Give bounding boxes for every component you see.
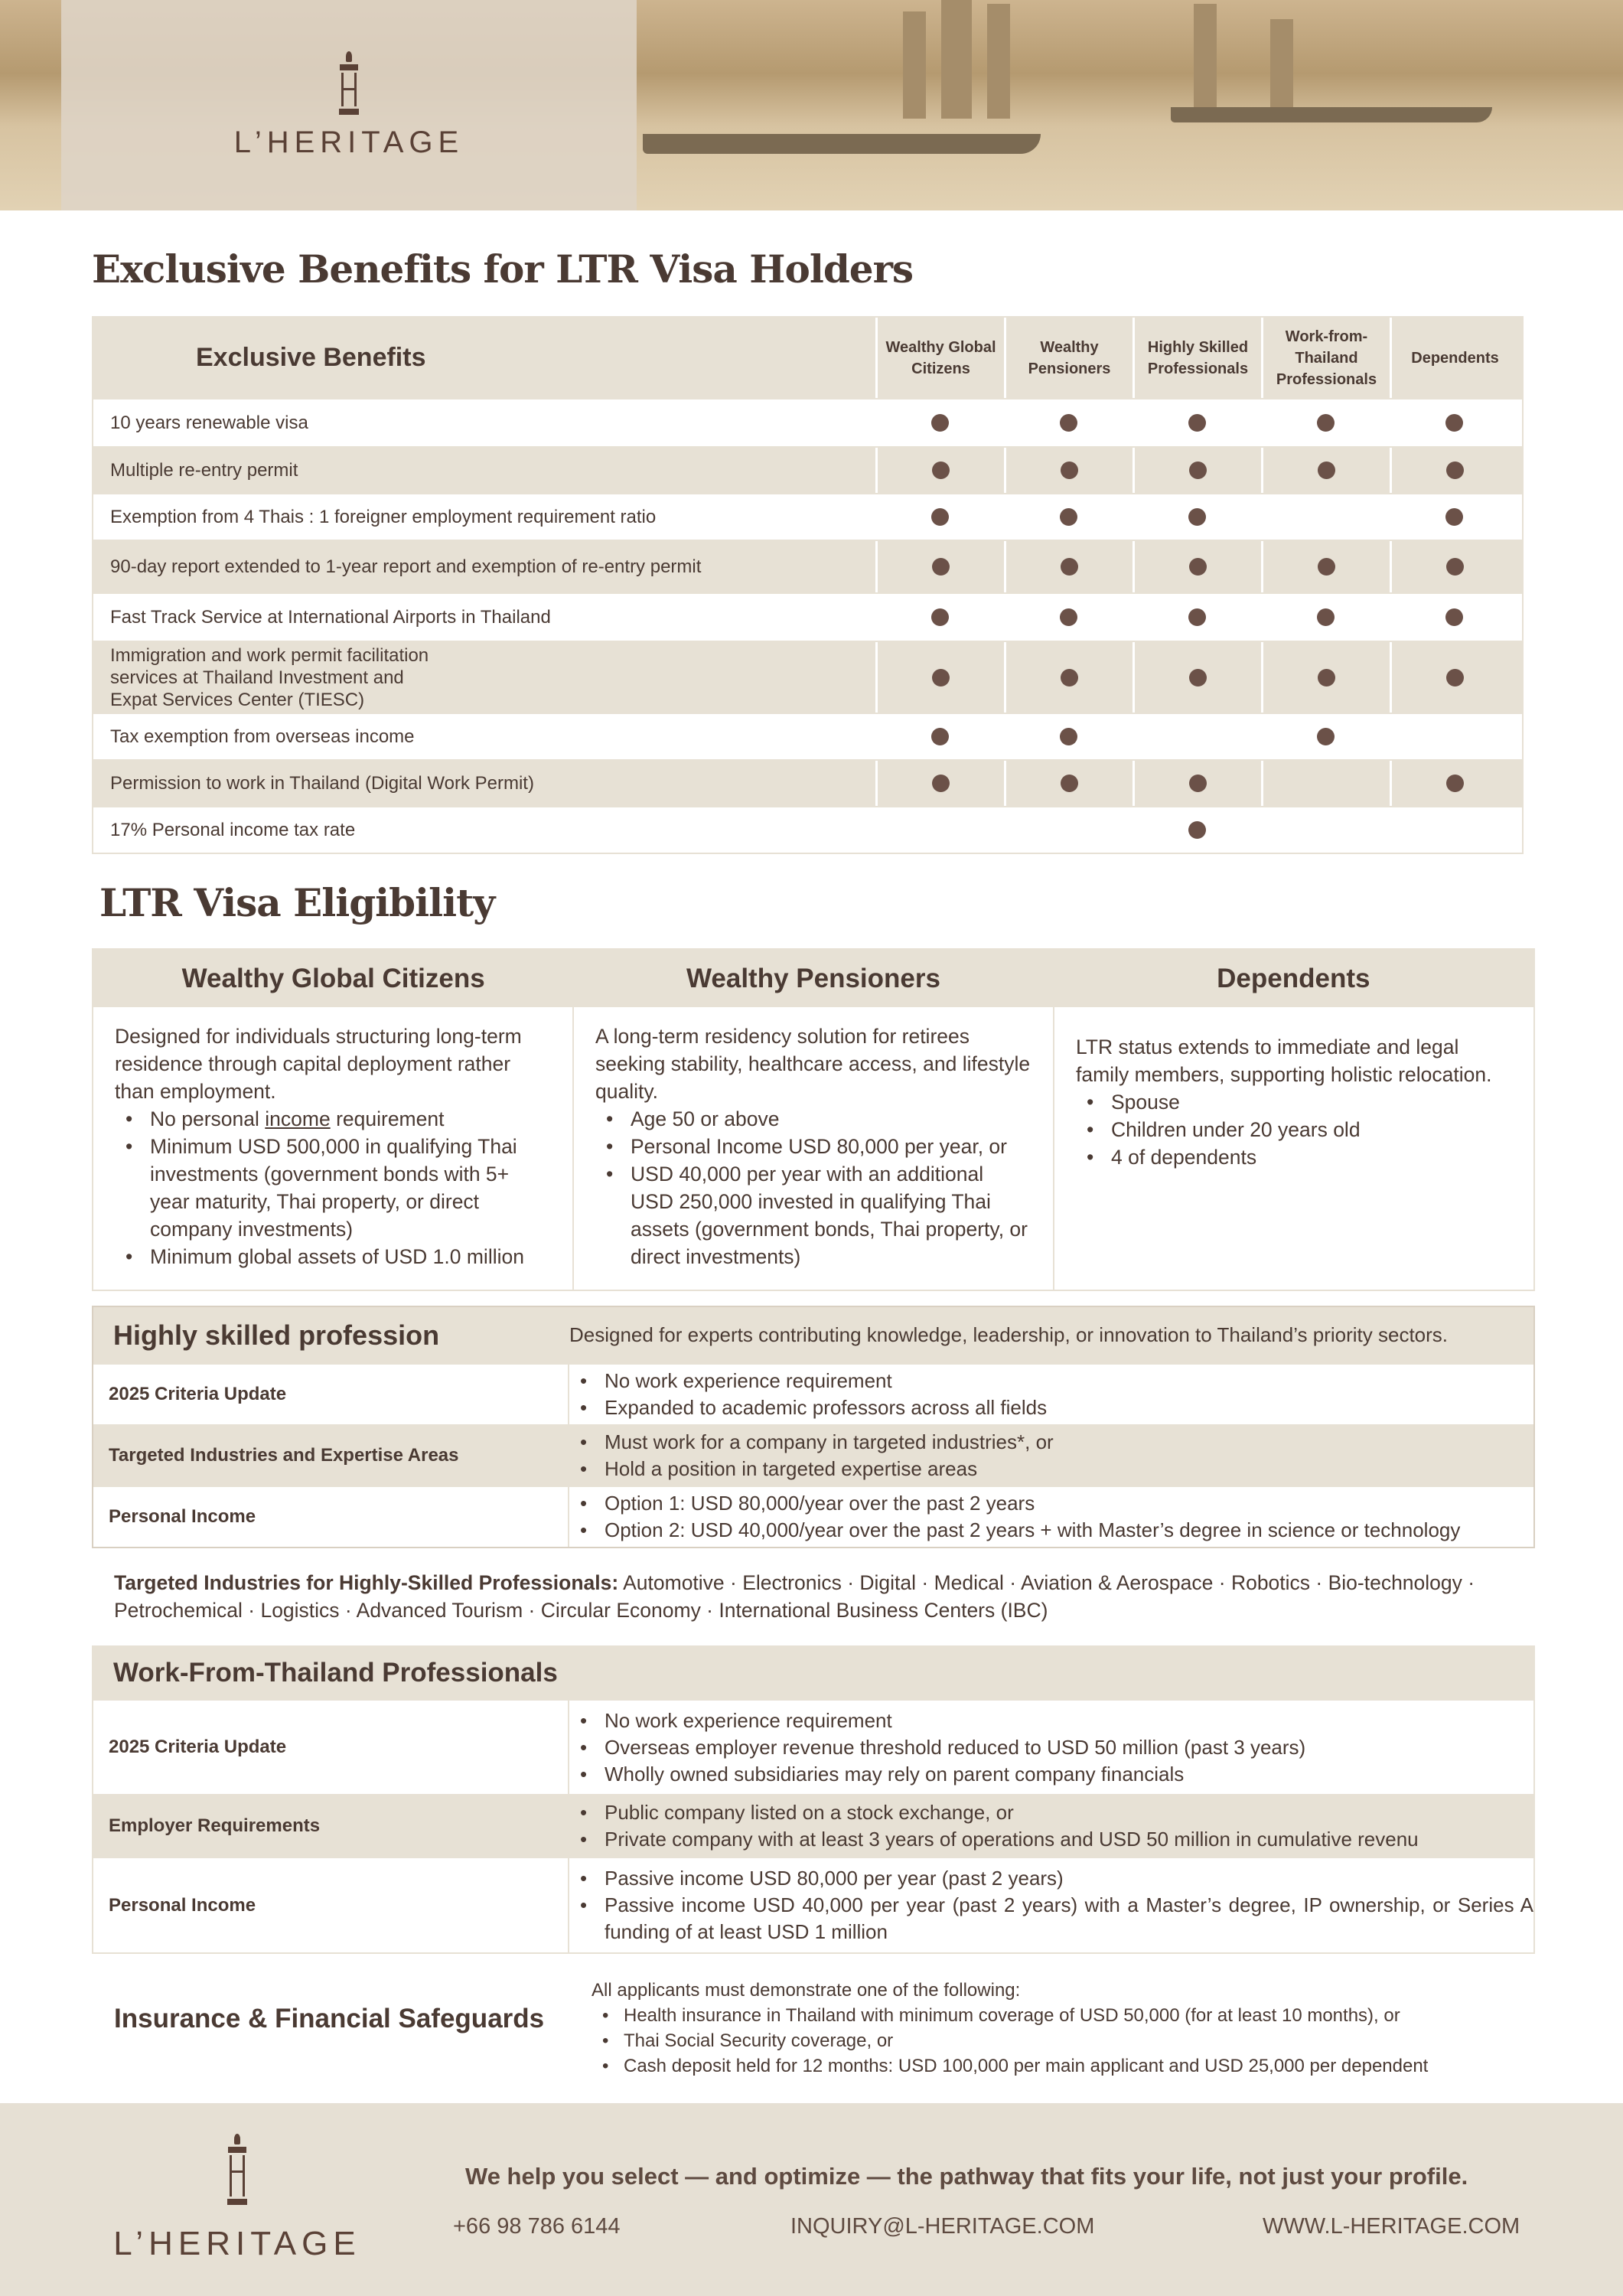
check-cell bbox=[875, 400, 1004, 446]
table-row bbox=[93, 713, 1522, 759]
check-dot-icon bbox=[1446, 461, 1464, 479]
check-cell bbox=[875, 594, 1004, 641]
check-dot-icon bbox=[1061, 558, 1078, 576]
check-dot-icon bbox=[931, 508, 949, 526]
list-item: • 4 of dependents bbox=[1076, 1143, 1512, 1171]
table-row bbox=[93, 1857, 1533, 1952]
targeted-industries-label: Targeted Industries for Highly-Skilled Professionals: bbox=[114, 1571, 619, 1594]
check-cell bbox=[1004, 400, 1133, 446]
check-cell bbox=[1261, 400, 1390, 446]
column-header: Wealthy Global Citizens bbox=[875, 318, 1004, 398]
benefit-label: 10 years renewable visa bbox=[110, 413, 308, 433]
check-cell bbox=[1261, 494, 1390, 540]
benefits-table bbox=[92, 316, 1524, 854]
benefits-title: Exclusive Benefits for LTR Visa Holders bbox=[92, 246, 914, 292]
eligibility-heading: Wealthy Pensioners bbox=[686, 963, 940, 993]
work-from-thailand-table bbox=[92, 1645, 1535, 1954]
check-cell bbox=[1004, 494, 1133, 540]
highly-skilled-table bbox=[92, 1306, 1535, 1548]
check-cell bbox=[1390, 594, 1518, 641]
check-cell bbox=[1004, 541, 1133, 592]
check-cell bbox=[1133, 642, 1261, 713]
details-list bbox=[569, 1707, 1533, 1788]
check-dot-icon bbox=[931, 608, 949, 626]
check-cell bbox=[1261, 642, 1390, 713]
check-cell bbox=[1004, 807, 1133, 853]
check-dot-icon bbox=[1061, 669, 1078, 687]
column-header: Wealthy Pensioners bbox=[1004, 318, 1133, 398]
list-item: • USD 40,000 per year with an additional USD 250,000 invested in qualifying Thai assets (government bonds, Thai property, or direct investments) bbox=[595, 1160, 1031, 1270]
check-dot-icon bbox=[932, 775, 950, 792]
header-logo bbox=[61, 0, 637, 210]
check-cell bbox=[1390, 541, 1518, 592]
check-cell bbox=[1261, 714, 1390, 759]
eligibility-heading: Wealthy Global Citizens bbox=[181, 963, 485, 993]
check-dot-icon bbox=[1189, 669, 1207, 687]
check-cell bbox=[1133, 448, 1261, 493]
eligibility-column bbox=[572, 1007, 1053, 1290]
list-item: • Age 50 or above bbox=[595, 1105, 1031, 1133]
check-cell bbox=[1390, 642, 1518, 713]
row-details bbox=[569, 1487, 1533, 1547]
details-list bbox=[569, 1799, 1533, 1853]
list-item: • No personal income requirement bbox=[115, 1105, 551, 1133]
check-dot-icon bbox=[1188, 821, 1206, 839]
phone-link[interactable]: +66 98 786 6144 bbox=[453, 2214, 621, 2239]
header-banner-image bbox=[0, 0, 1623, 210]
check-dot-icon bbox=[932, 669, 950, 687]
benefit-label: 90-day report extended to 1-year report and exemption of re-entry permit bbox=[110, 556, 702, 577]
targeted-industries-note bbox=[114, 1569, 1522, 1624]
check-dot-icon bbox=[1445, 608, 1463, 626]
check-dot-icon bbox=[1445, 508, 1463, 526]
row-label: Employer Requirements bbox=[93, 1795, 569, 1857]
check-dot-icon bbox=[1061, 461, 1078, 479]
check-dot-icon bbox=[1060, 414, 1077, 432]
check-dot-icon bbox=[1318, 461, 1335, 479]
check-cell bbox=[1390, 761, 1518, 806]
check-cell bbox=[1133, 494, 1261, 540]
check-dot-icon bbox=[932, 461, 950, 479]
list-item: • Passive income USD 40,000 per year (past 2 years) with a Master’s degree, IP ownership, or Series A funding of at least USD 1 million bbox=[569, 1892, 1533, 1945]
list-item: • Hold a position in targeted expertise areas bbox=[569, 1456, 1533, 1482]
list-item: • Option 1: USD 80,000/year over the past 2 years bbox=[569, 1490, 1533, 1517]
list-item: • Personal Income USD 80,000 per year, or bbox=[595, 1133, 1031, 1160]
row-details bbox=[569, 1858, 1533, 1952]
row-details bbox=[569, 1701, 1533, 1794]
table-row bbox=[93, 641, 1522, 713]
check-cell bbox=[1390, 807, 1518, 853]
footer-logo bbox=[84, 2134, 390, 2263]
list-item: • Private company with at least 3 years of operations and USD 50 million in cumulative revenu bbox=[569, 1826, 1533, 1853]
list-item: • Wholly owned subsidiaries may rely on parent company financials bbox=[569, 1761, 1533, 1788]
check-dot-icon bbox=[1318, 669, 1335, 687]
row-label: Personal Income bbox=[93, 1487, 569, 1547]
benefits-header-label: Exclusive Benefits bbox=[196, 343, 426, 372]
check-cell bbox=[1133, 807, 1261, 853]
benefit-label: Tax exemption from overseas income bbox=[110, 726, 415, 747]
eligibility-list bbox=[595, 1105, 1031, 1270]
check-dot-icon bbox=[1317, 414, 1335, 432]
check-cell bbox=[1133, 541, 1261, 592]
check-dot-icon bbox=[1188, 414, 1206, 432]
check-dot-icon bbox=[1188, 508, 1206, 526]
check-cell bbox=[1004, 642, 1133, 713]
check-dot-icon bbox=[1189, 775, 1207, 792]
table-row bbox=[93, 1363, 1533, 1424]
check-dot-icon bbox=[1446, 558, 1464, 576]
check-dot-icon bbox=[1189, 558, 1207, 576]
list-item: • Passive income USD 80,000 per year (past 2 years) bbox=[569, 1865, 1533, 1892]
insurance-list bbox=[592, 2003, 1533, 2079]
row-details bbox=[569, 1365, 1533, 1424]
eligibility-header-row bbox=[93, 950, 1533, 1007]
insurance-intro: All applicants must demonstrate one of the following: bbox=[592, 1980, 1021, 2001]
check-cell bbox=[1390, 494, 1518, 540]
targeted-industries-list: Automotive · Electronics · Digital · Medical · Aviation & Aerospace · Robotics · Bio-technology · Petrochemical · Logistics · Advanced Tourism · Circular Economy · International Business Centers (IBC) bbox=[114, 1571, 1475, 1622]
check-cell bbox=[1133, 400, 1261, 446]
list-item: • Expanded to academic professors across all fields bbox=[569, 1394, 1533, 1421]
benefit-label: Fast Track Service at International Airports in Thailand bbox=[110, 607, 551, 628]
check-cell bbox=[875, 761, 1004, 806]
check-cell bbox=[875, 494, 1004, 540]
column-header: Highly Skilled Professionals bbox=[1133, 318, 1261, 398]
check-cell bbox=[875, 541, 1004, 592]
table-row bbox=[93, 1486, 1533, 1547]
list-item: • Health insurance in Thailand with minimum coverage of USD 50,000 (for at least 10 months), or bbox=[592, 2003, 1533, 2028]
list-item: • Children under 20 years old bbox=[1076, 1116, 1512, 1143]
check-dot-icon bbox=[1061, 775, 1078, 792]
website-link[interactable]: WWW.L-HERITAGE.COM bbox=[1263, 2214, 1520, 2239]
check-cell bbox=[875, 807, 1004, 853]
table-row bbox=[93, 806, 1522, 853]
eligibility-intro: A long-term residency solution for retirees seeking stability, healthcare access, and lifestyle quality. bbox=[595, 1025, 1031, 1103]
check-dot-icon bbox=[932, 558, 950, 576]
row-details bbox=[569, 1426, 1533, 1486]
check-cell bbox=[1261, 448, 1390, 493]
row-label: Targeted Industries and Expertise Areas bbox=[93, 1426, 569, 1486]
check-dot-icon bbox=[1060, 728, 1077, 745]
table-row bbox=[93, 540, 1522, 592]
check-cell bbox=[1133, 594, 1261, 641]
benefit-label: Multiple re-entry permit bbox=[110, 460, 298, 481]
check-cell bbox=[1390, 714, 1518, 759]
list-item: • No work experience requirement bbox=[569, 1707, 1533, 1734]
pillar-logo-icon bbox=[227, 2134, 247, 2205]
check-dot-icon bbox=[1188, 608, 1206, 626]
benefits-header-row bbox=[93, 318, 1522, 398]
check-cell bbox=[1261, 761, 1390, 806]
details-list bbox=[569, 1490, 1533, 1544]
benefit-label: Immigration and work permit facilitation services at Thailand Investment and Expat Services Center (TIESC) bbox=[110, 644, 429, 710]
check-dot-icon bbox=[931, 728, 949, 745]
check-cell bbox=[1261, 541, 1390, 592]
table-row bbox=[93, 1699, 1533, 1794]
check-cell bbox=[1390, 400, 1518, 446]
eligibility-column bbox=[93, 1007, 572, 1290]
check-cell bbox=[1004, 761, 1133, 806]
table-row bbox=[93, 759, 1522, 806]
table-row bbox=[93, 493, 1522, 540]
check-cell bbox=[1261, 594, 1390, 641]
list-item: • Spouse bbox=[1076, 1088, 1512, 1116]
row-label: 2025 Criteria Update bbox=[93, 1701, 569, 1794]
list-item: • Minimum USD 500,000 in qualifying Thai investments (government bonds with 5+ year maturity, Thai property, or direct company investments) bbox=[115, 1133, 551, 1243]
list-item: • Overseas employer revenue threshold reduced to USD 50 million (past 3 years) bbox=[569, 1734, 1533, 1761]
eligibility-body-row bbox=[93, 1007, 1533, 1290]
highly-skilled-description: Designed for experts contributing knowledge, leadership, or innovation to Thailand’s priority sectors. bbox=[569, 1307, 1533, 1363]
table-row bbox=[93, 1424, 1533, 1486]
row-label: Personal Income bbox=[93, 1858, 569, 1952]
check-dot-icon bbox=[1318, 558, 1335, 576]
footer bbox=[0, 2103, 1623, 2296]
list-item: • Minimum global assets of USD 1.0 million bbox=[115, 1243, 551, 1270]
eligibility-list bbox=[115, 1105, 551, 1270]
check-dot-icon bbox=[1317, 608, 1335, 626]
brand-name: L’HERITAGE bbox=[113, 2225, 361, 2262]
check-cell bbox=[1004, 714, 1133, 759]
work-from-thailand-heading: Work-From-Thailand Professionals bbox=[93, 1647, 1533, 1699]
check-cell bbox=[1133, 761, 1261, 806]
income-link-text: income bbox=[265, 1107, 331, 1130]
eligibility-heading: Dependents bbox=[1217, 963, 1370, 993]
check-dot-icon bbox=[1446, 775, 1464, 792]
check-dot-icon bbox=[1060, 608, 1077, 626]
row-details bbox=[569, 1795, 1533, 1857]
table-row bbox=[93, 592, 1522, 641]
column-header: Dependents bbox=[1390, 318, 1518, 398]
details-list bbox=[569, 1368, 1533, 1421]
insurance-heading: Insurance & Financial Safeguards bbox=[114, 2004, 545, 2033]
check-dot-icon bbox=[1060, 508, 1077, 526]
benefit-label: 17% Personal income tax rate bbox=[110, 820, 356, 840]
check-cell bbox=[1004, 594, 1133, 641]
eligibility-intro: LTR status extends to immediate and legal family members, supporting holistic relocation. bbox=[1076, 1035, 1492, 1086]
insurance-details bbox=[592, 1978, 1533, 2079]
brand-name: L’HERITAGE bbox=[233, 125, 464, 159]
highly-skilled-heading: Highly skilled profession bbox=[93, 1307, 569, 1363]
eligibility-column bbox=[1053, 1007, 1533, 1290]
details-list bbox=[569, 1865, 1533, 1945]
eligibility-intro: Designed for individuals structuring long-term residence through capital deployment rather than employment. bbox=[115, 1025, 522, 1103]
list-item: • Cash deposit held for 12 months: USD 100,000 per main applicant and USD 25,000 per dependent bbox=[592, 2053, 1533, 2079]
check-dot-icon bbox=[931, 414, 949, 432]
row-label: 2025 Criteria Update bbox=[93, 1365, 569, 1424]
list-item: • No work experience requirement bbox=[569, 1368, 1533, 1394]
check-dot-icon bbox=[1445, 414, 1463, 432]
benefit-label: Exemption from 4 Thais : 1 foreigner employment requirement ratio bbox=[110, 507, 657, 527]
list-item: • Must work for a company in targeted industries*, or bbox=[569, 1429, 1533, 1456]
eligibility-table bbox=[92, 948, 1535, 1291]
footer-tagline: We help you select — and optimize — the pathway that fits your life, not just your profile. bbox=[465, 2163, 1468, 2190]
check-cell bbox=[1004, 448, 1133, 493]
highly-skilled-header-row bbox=[93, 1307, 1533, 1363]
check-dot-icon bbox=[1446, 669, 1464, 687]
column-header: Work-from-Thailand Professionals bbox=[1261, 318, 1390, 398]
list-item: • Thai Social Security coverage, or bbox=[592, 2028, 1533, 2053]
eligibility-title: LTR Visa Eligibility bbox=[99, 880, 495, 925]
table-row bbox=[93, 446, 1522, 493]
email-link[interactable]: INQUIRY@L-HERITAGE.COM bbox=[790, 2214, 1095, 2239]
list-item: • Public company listed on a stock exchange, or bbox=[569, 1799, 1533, 1826]
list-item: • Option 2: USD 40,000/year over the past 2 years + with Master’s degree in science or technology bbox=[569, 1517, 1533, 1544]
details-list bbox=[569, 1429, 1533, 1482]
table-row bbox=[93, 398, 1522, 446]
pillar-logo-icon bbox=[339, 51, 359, 115]
eligibility-list bbox=[1076, 1088, 1512, 1171]
benefit-label: Permission to work in Thailand (Digital Work Permit) bbox=[110, 773, 534, 794]
check-cell bbox=[1133, 714, 1261, 759]
check-cell bbox=[1390, 448, 1518, 493]
check-cell bbox=[1261, 807, 1390, 853]
check-cell bbox=[875, 714, 1004, 759]
check-dot-icon bbox=[1189, 461, 1207, 479]
check-dot-icon bbox=[1317, 728, 1335, 745]
check-cell bbox=[875, 642, 1004, 713]
table-row bbox=[93, 1794, 1533, 1857]
check-cell bbox=[875, 448, 1004, 493]
